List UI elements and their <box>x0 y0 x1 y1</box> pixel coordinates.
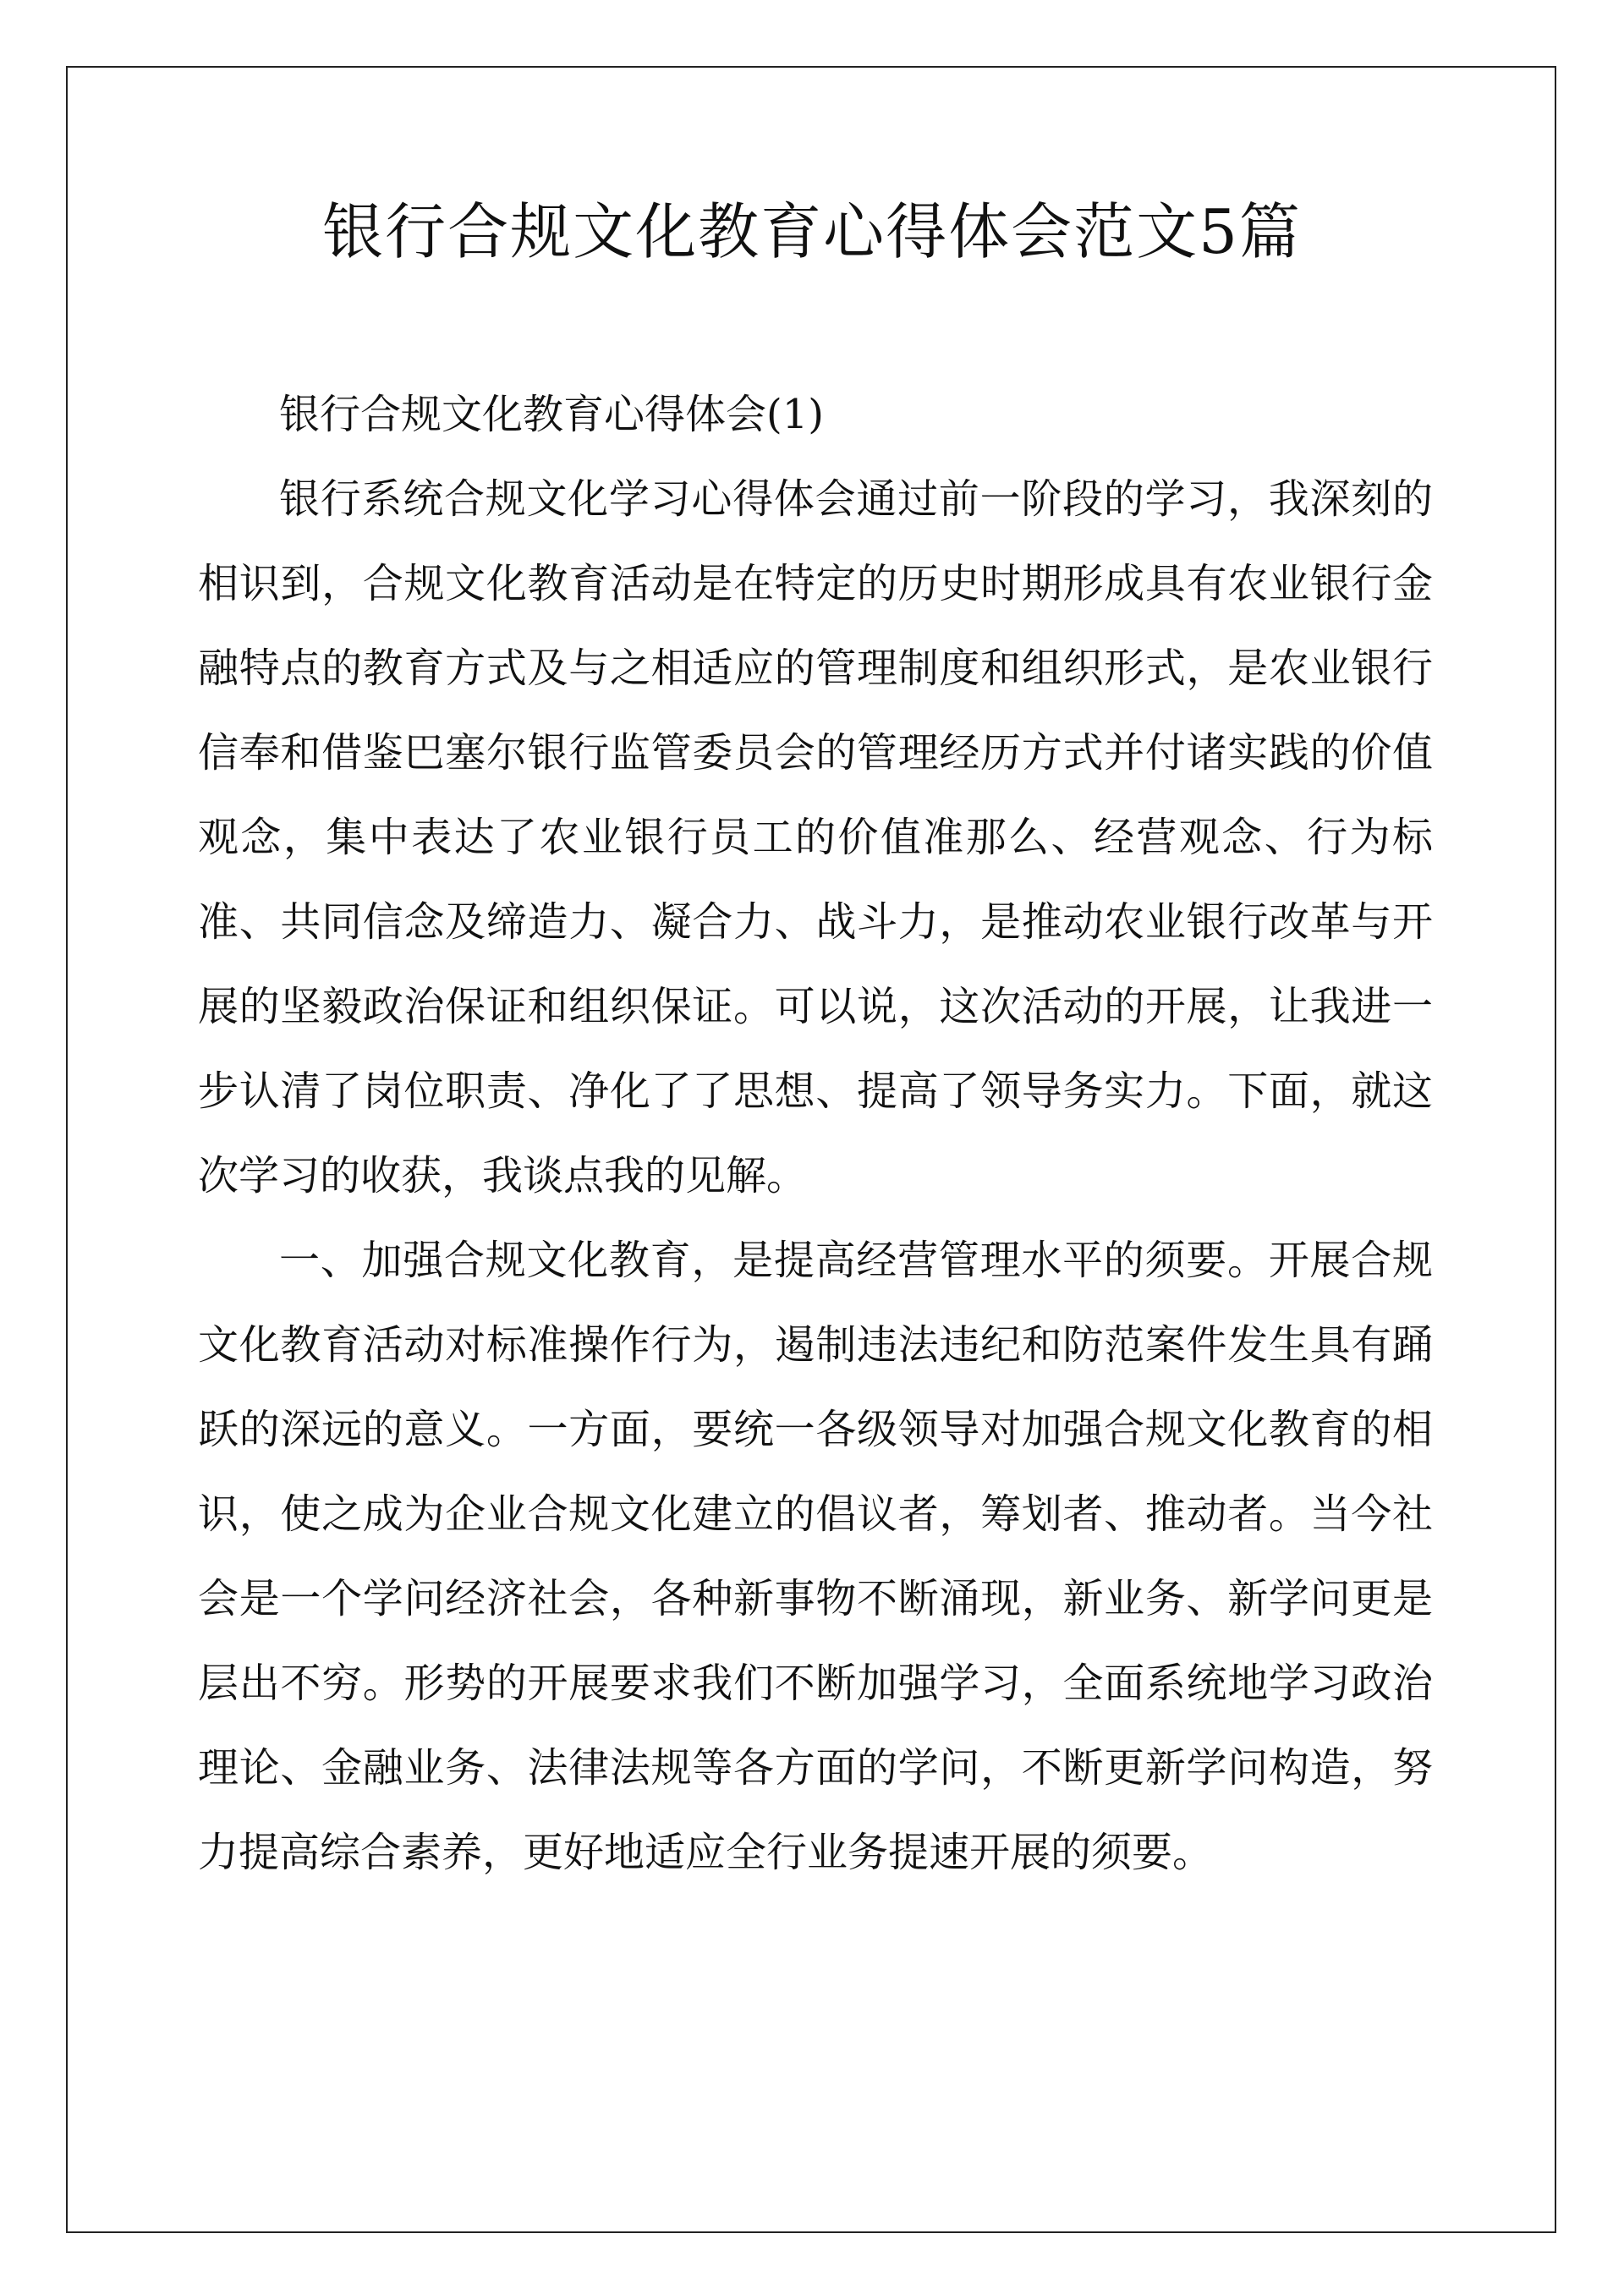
document-body <box>198 372 1433 1895</box>
body-paragraph-2: 一、加强合规文化教育，是提高经营管理水平的须要。开展合规文化教育活动对标准操作行为，遏制违法违纪和防范案件发生具有踊跃的深远的意义。一方面，要统一各级领导对加强合规文化教育的相识，使之成为企业合规文化建立的倡议者，筹划者、推动者。当今社会是一个学问经济社会，各种新事物不断涌现，新业务、新学问更是层出不穷。形势的开展要求我们不断加强学习，全面系统地学习政治理论、金融业务、法律法规等各方面的学问，不断更新学问构造，努力提高综合素养，更好地适应全行业务提速开展的须要。 <box>198 1237 1433 1876</box>
section-heading: 银行合规文化教育心得体会(1) <box>279 391 824 438</box>
body-paragraph-1: 银行系统合规文化学习心得体会通过前一阶段的学习，我深刻的相识到，合规文化教育活动是在特定的历史时期形成具有农业银行金融特点的教育方式及与之相适应的管理制度和组织形式，是农业银行信奉和借鉴巴塞尔银行监管委员会的管理经历方式并付诸实践的价值观念，集中表达了农业银行员工的价值准那么、经营观念、行为标准、共同信念及缔造力、凝合力、战斗力，是推动农业银行改革与开展的坚毅政治保证和组织保证。可以说，这次活动的开展，让我进一步认清了岗位职责、净化了了思想、提高了领导务实力。下面，就这次学习的收获，我谈点我的见解。 <box>198 475 1433 1199</box>
document-title: 银行合规文化教育心得体会范文5篇 <box>322 196 1302 267</box>
